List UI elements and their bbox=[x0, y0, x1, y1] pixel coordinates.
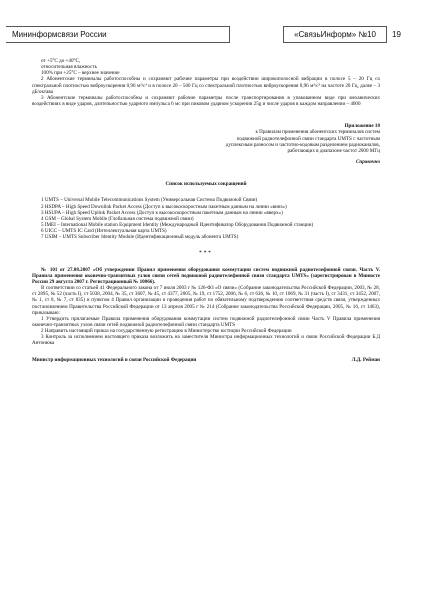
order-item: 2 Направить настоящий приказ на государственную регистрацию в Министерство юстиции Российской Федерации bbox=[41, 328, 292, 335]
abbreviation-item: 6 UICC – UMTS IC Card (Интеллектуальная карта UMTS) bbox=[41, 228, 167, 235]
abbreviation-item: 4 GSM – Global System Mobile (Глобальная система подвижной связи) bbox=[41, 215, 194, 222]
order-item: 1 Утвердить прилагаемые Правила применения оборудования коммутации систем подвижной радиотелефонной связи Часть V Правила применения оконечно-транзитных узлов связи сетей подвижной радиотелефонной связи стандарта UMTS bbox=[32, 315, 380, 328]
intro-line: от +5°С до +40°С, bbox=[41, 58, 81, 64]
appendix-line: работающих в диапазоне частот 2000 МГц bbox=[287, 147, 380, 154]
header-right-title: «СвязьИнформ» №10 bbox=[283, 26, 387, 43]
order-heading: № 101 от 27.08.2007 «Об утверждении Правил применения оборудования коммутации систем подвижной радиотелефонной связи. Часть V. Правила применения оконечно-транзитных узлов связи сетей подвижной радиотелефонной связи стандарта UMTS» (зарегистрирован в Минюсте России 29 августа 2007 г. Регистрационный № 10066). bbox=[32, 266, 380, 285]
intro-line: относительная влажность bbox=[41, 64, 97, 71]
section-separator: *** bbox=[199, 250, 213, 257]
signature-block bbox=[32, 357, 380, 363]
abbreviation-item: 2 HSDPA – High Speed Downlink Packet Access (Доступ к высокоскоростным пакетным данным на линии «вниз») bbox=[41, 203, 287, 210]
page-number: 19 bbox=[392, 30, 401, 39]
appendix-line: к Правилам применения абонентских терминалов систем bbox=[255, 129, 380, 136]
paragraph-3: 3 Абонентские терминалы работоспособны и сохраняют рабочие параметры после транспортирования в упакованном виде при механических воздействиях в виде ударов, длительностью ударного импульса 6 мс при пиковом ударном ускорении 25g и числе ударов в каждом направлении – 4000 bbox=[32, 94, 380, 108]
abbreviation-item: 1 UMTS – Universal Mobile Telecommunications System (Универсальная Система Подвижной Связи) bbox=[41, 197, 258, 204]
appendix-line: подвижной радиотелефонной связи стандарта UMTS с частотным bbox=[236, 135, 380, 142]
order-item: 3 Контроль за исполнением настоящего приказа возложить на заместителя Министра информационных технологий и связи Российской Федерации Б.Д Антонюка bbox=[32, 334, 380, 347]
paragraph-2: 2 Абонентские терминалы работоспособны и сохраняют рабочие параметры при воздействии широкополосной вибрации в полосе 5 – 20 Гц со спектральной плотностью виброускорения 0,96 м²/с³ и в полосе 20 – 500 Гц со спектральной плотностью виброускорения 0,96 м²/с³ на частоте 20 Гц, далее – 3 дБ/октава bbox=[32, 76, 380, 95]
appendix-title: Приложение 10 bbox=[344, 123, 380, 130]
intro-line: 100% при +25°С – верхнее значение bbox=[41, 70, 120, 77]
appendix-line: дуплексным разносом и частотно-кодовым разделением радиоканалов, bbox=[225, 141, 380, 148]
header-left-title: Мининформсвязи России bbox=[6, 26, 230, 43]
order-preamble: В соответствии со статьей 41 Федерального закона от 7 июля 2003 г № 126-ФЗ «О связи» (Собрание законодательства Российской Федерации, 2003, № 28, ст 2895, № 52 (часть I), ст 5038, 2004, № 35, ст 3607, № 45, ст 4377, 2005, № 19, ст 1752, 2006, № 6, ст 636, № 10, ст 1069, № 31 (часть I), ст 3431, ст 3452, 2007, № 1, ст 8, № 7, ст 835) и пунктом 4 Правил организации и проведения работ по обязательному подтверждению соответствия средств связи, утвержденных постановлением Правительства Российской Федерации от 13 апреля 2005 г № 214 (Собрание законодательства Российской Федерации, 2005, № 16, ст 1463), приказываю: bbox=[32, 285, 380, 316]
abbreviations-title: Список используемых сокращений bbox=[165, 181, 247, 188]
appendix-note: Справочно bbox=[356, 159, 380, 166]
abbreviation-item: 3 HSUPA – High Speed Uplink Packet Access (Доступ к высокоскоростным пакетным данным на линии «вверх») bbox=[41, 209, 283, 216]
abbreviation-item: 5 IMEI – International Mobile station Equipment Identity (Международный Идентификатор Оборудования Подвижной станции) bbox=[41, 221, 314, 228]
signature-position: Министр информационных технологий и связи Российской Федерации bbox=[32, 356, 197, 363]
abbreviation-item: 7 USIM – UMTS Subscriber Identity Module (Идентификационный модуль абонента UMTS) bbox=[41, 234, 239, 241]
page-content bbox=[32, 58, 380, 363]
signature-name: Л.Д. Рейман bbox=[351, 356, 380, 363]
